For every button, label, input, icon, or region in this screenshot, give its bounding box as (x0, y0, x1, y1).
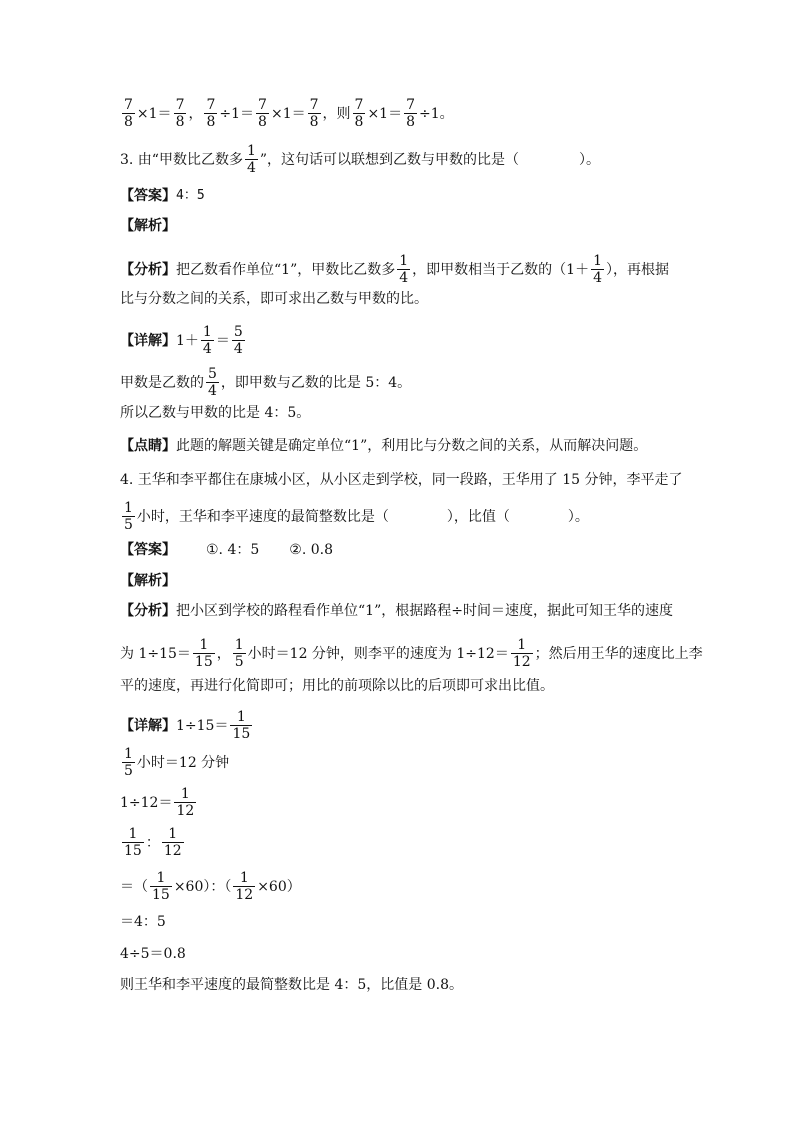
text: 此题的解题关键是确定单位“1”，利用比与分数之间的关系，从而解决问题。 (176, 438, 648, 454)
text: ，即甲数与乙数的比是 5：4。 (220, 374, 412, 391)
text: ，则 (322, 105, 351, 122)
fraction: $\frac{1}{12}$ (176, 786, 195, 819)
jiexi-line (120, 216, 176, 236)
fraction: $\frac{5}{4}$ (208, 366, 217, 399)
xiangjie-line-8 (120, 975, 463, 995)
fenxi-tag: 【分析】 (120, 603, 176, 619)
xiangjie-line-1 (120, 709, 254, 742)
text: 把乙数看作单位“1”，甲数比乙数多 (176, 261, 396, 278)
text: 4. 王华和李平都住在康城小区，从小区走到学校，同一段路，王华用了 15 分钟，李平走了 (120, 472, 683, 488)
fraction: $\frac{1}{12}$ (163, 826, 182, 859)
answer-1: ①. 4：5 (206, 542, 260, 558)
text: 则王华和李平速度的最简整数比是 4：5，比值是 0.8。 (120, 977, 463, 993)
fraction: $\frac{1}{15}$ (194, 637, 213, 670)
text: ×1＝ (136, 105, 172, 122)
fraction: $\frac{1}{5}$ (124, 500, 133, 533)
text: 1＋ (176, 332, 199, 349)
fenxi-line-2 (120, 289, 428, 309)
question-4-stem-2 (120, 500, 589, 533)
text: ×60）：（ (173, 878, 232, 895)
text: ×1＝ (270, 105, 306, 122)
fraction: $\frac{1}{4}$ (202, 324, 212, 357)
fraction: $\frac{7}{8}$ (124, 97, 133, 130)
text: ），比值（ (446, 508, 510, 525)
fraction: $\frac{1}{4}$ (593, 253, 602, 286)
fraction: $\frac{1}{4}$ (399, 253, 409, 286)
answer-tag: 【答案】 (120, 542, 176, 558)
jiexi-line (120, 571, 176, 591)
fraction: $\frac{1}{5}$ (234, 637, 244, 670)
answer-tag: 【答案】 (120, 188, 176, 204)
text: ＝（ (120, 878, 148, 895)
xiangjie-line-5 (120, 870, 301, 903)
fraction: $\frac{5}{4}$ (233, 324, 243, 357)
fraction: $\frac{7}{8}$ (406, 97, 416, 130)
fraction: $\frac{7}{8}$ (258, 97, 267, 130)
text: 4÷5＝0.8 (120, 946, 186, 962)
fraction: $\frac{7}{8}$ (206, 97, 216, 130)
fenxi-line-2 (120, 637, 703, 670)
fraction: $\frac{7}{8}$ (354, 97, 364, 130)
question-4-stem-1 (120, 470, 683, 490)
fraction: $\frac{1}{15}$ (124, 826, 142, 859)
text: 为 1÷15＝ (120, 645, 191, 662)
text: ÷1＝ (219, 105, 255, 122)
text: ×1＝ (367, 105, 403, 122)
fraction: $\frac{1}{15}$ (232, 709, 251, 742)
text: ），再根据 (606, 261, 669, 278)
fraction: $\frac{1}{12}$ (235, 870, 254, 903)
fraction: $\frac{7}{8}$ (175, 97, 185, 130)
fraction: $\frac{1}{4}$ (246, 143, 256, 176)
fraction: $\frac{7}{8}$ (309, 97, 319, 130)
text: 把小区到学校的路程看作单位“1”，根据路程÷时间＝速度，据此可知王华的速度 (176, 603, 673, 619)
fraction: $\frac{1}{15}$ (152, 870, 170, 903)
text: 1÷15＝ (176, 717, 229, 734)
text: ， (216, 645, 231, 662)
xiangjie-line-4 (120, 826, 186, 859)
xiangjie-line-3 (120, 786, 198, 819)
text: ）。 (579, 151, 601, 168)
xiangjie-line-2 (120, 366, 411, 399)
text: 小时＝12 分钟 (136, 754, 230, 771)
jiexi-tag: 【解析】 (120, 218, 176, 234)
text: ”，这句话可以联想到乙数与甲数的比是（ (259, 151, 520, 168)
text: 平的速度，再进行化简即可；用比的前项除以比的后项即可求出比值。 (120, 678, 554, 694)
fraction: $\frac{1}{12}$ (512, 637, 531, 670)
fenxi-tag: 【分析】 (120, 261, 176, 278)
answer-value: 4：5 (176, 188, 205, 203)
text: 甲数是乙数的 (120, 374, 204, 391)
text: 小时，王华和李平速度的最简整数比是（ (136, 508, 389, 525)
dianjing-line (120, 436, 647, 456)
text: ＝4：5 (120, 914, 166, 930)
xiangjie-line-6 (120, 912, 166, 932)
xiangjie-line-3 (120, 403, 310, 423)
text: 比与分数之间的关系，即可求出乙数与甲数的比。 (120, 291, 428, 307)
text: 小时＝12 分钟，则李平的速度为 1÷12＝ (247, 645, 509, 662)
text: ；然后用王华的速度比上李 (534, 645, 703, 662)
text: ，即甲数相当于乙数的（1＋ (412, 261, 590, 278)
xiangjie-tag: 【详解】 (120, 717, 176, 734)
text: ）。 (567, 508, 589, 525)
fenxi-line-3 (120, 676, 554, 696)
jiexi-tag: 【解析】 (120, 573, 176, 589)
answer-line (120, 186, 205, 206)
xiangjie-line-2 (120, 746, 229, 779)
text: ： (145, 834, 160, 851)
xiangjie-tag: 【详解】 (120, 332, 176, 349)
fraction: $\frac{1}{5}$ (124, 746, 133, 779)
fenxi-line-1 (120, 253, 669, 286)
answer-2: ②. 0.8 (289, 542, 333, 558)
answer-line (120, 540, 333, 560)
question-3-stem (120, 143, 600, 176)
fraction-equation-line (120, 97, 454, 130)
text: ， (188, 105, 203, 122)
text: 3. 由“甲数比乙数多 (120, 151, 243, 168)
text: 所以乙数与甲数的比是 4：5。 (120, 405, 311, 421)
text: ÷1。 (419, 105, 454, 122)
xiangjie-line-7 (120, 944, 186, 964)
text: 1÷12＝ (120, 794, 173, 811)
text: ×60） (257, 878, 301, 895)
xiangjie-line (120, 324, 247, 357)
dianjing-tag: 【点睛】 (120, 438, 176, 454)
fenxi-line-1 (120, 601, 673, 621)
text: ＝ (215, 332, 230, 349)
